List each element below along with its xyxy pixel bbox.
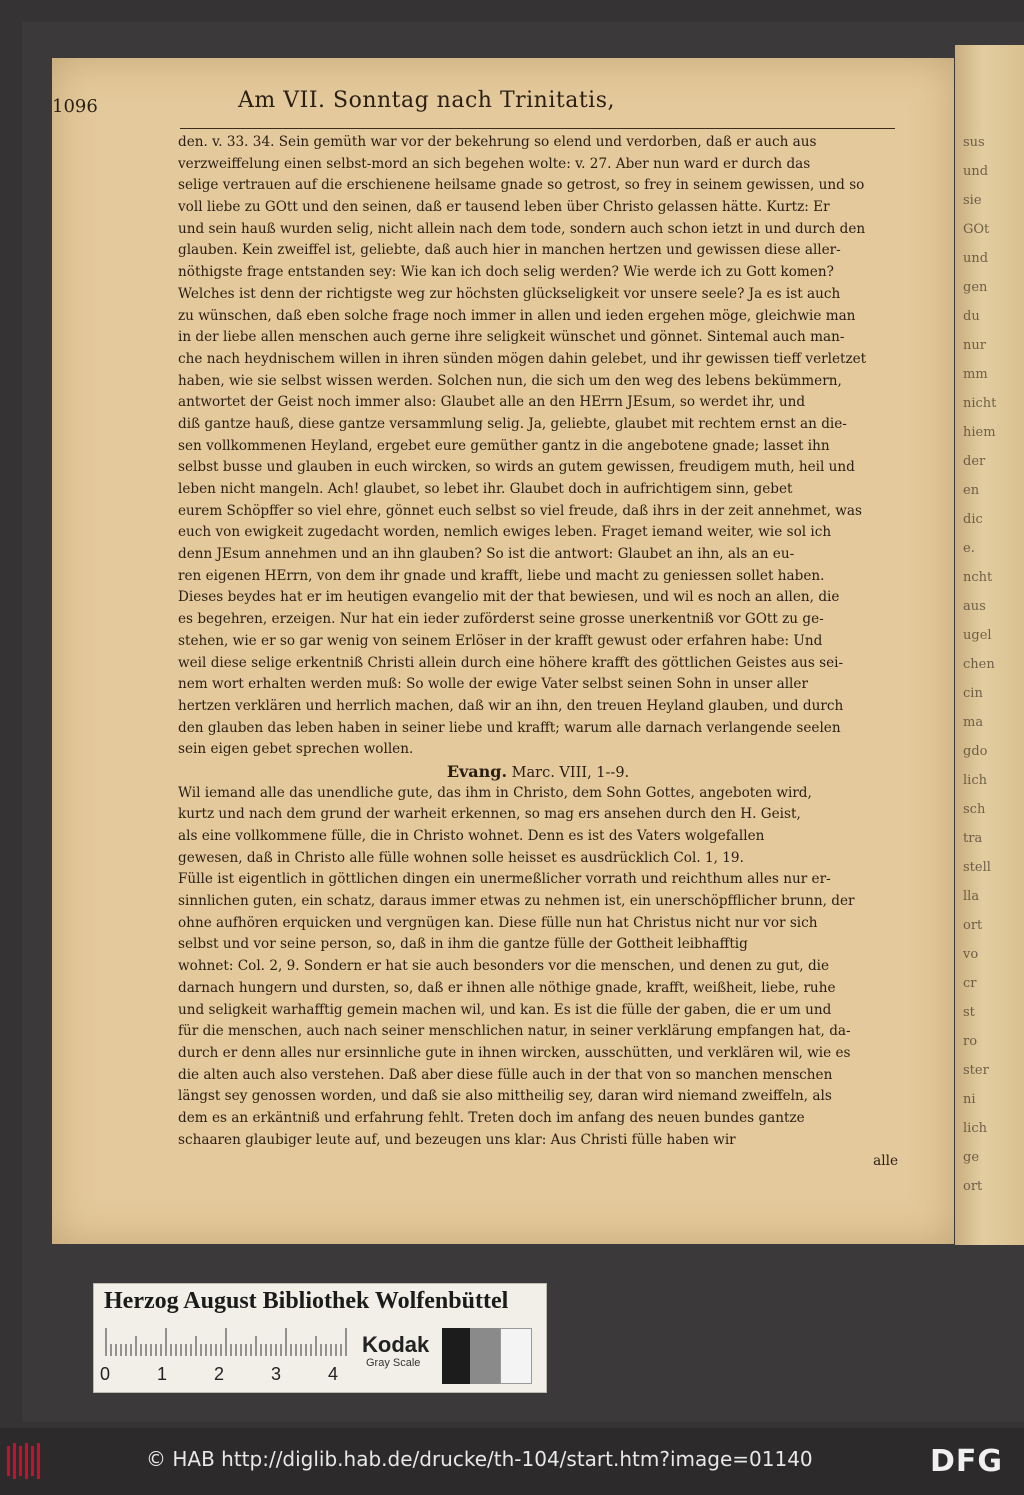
kodak-brand: Kodak (362, 1332, 430, 1357)
text-line: selbst busse und glauben in euch wircken, so wirds an gutem gewissen, freudigem muth, heil und (178, 459, 855, 476)
footer-bar (0, 1428, 1024, 1495)
text-line: selbst und vor seine person, so, daß in ihm die gantze fülle der Gottheit leibhafftig (178, 936, 748, 953)
sermon-paragraph (178, 132, 898, 761)
text-line: sinnlichen guten, ein schatz, daraus immer etwas zu nehmen ist, ein unerschöpfflicher brunn, der (178, 893, 855, 910)
text-line: verzweiffelung einen selbst-mord an sich begehen wolte: v. 27. Aber nun ward er durch das (178, 155, 811, 172)
text-line: in der liebe allen menschen auch gerne ihre seligkeit wünschet und gönnet. Sintemal auch man- (178, 329, 845, 346)
facing-page-fragment: du (963, 309, 980, 324)
text-line: euch von ewigkeit zugedacht worden, nemlich ewiges leben. Fraget iemand weiter, wie sol ich (178, 524, 832, 541)
text-line: gewesen, daß in Christo alle fülle wohnen solle heisset es ausdrücklich Col. 1, 19. (178, 849, 744, 866)
text-line: Welches ist denn der richtigste weg zur höchsten glückseligkeit vor unsere seele? Ja es ist auch (178, 285, 841, 302)
text-line: kurtz und nach dem grund der warheit erkennen, so mag ers ansehen durch den H. Geist, (178, 806, 801, 823)
hab-barcode-logo-icon (4, 1438, 46, 1484)
text-line: und sein hauß wurden selig, nicht allein nach dem tode, sondern auch schon ietzt in und durch den (178, 220, 866, 237)
facing-page-fragment: ster (963, 1063, 989, 1078)
text-line: weil diese selige erkentniß Christi allein durch eine höhere krafft des göttlichen Geistes aus sei- (178, 654, 844, 671)
ruler-numbers (94, 1364, 354, 1388)
facing-page-fragment: GOt (963, 222, 990, 237)
text-line: alle (873, 1153, 898, 1170)
facing-page-fragment: en (963, 483, 980, 498)
text-line: durch er denn alles nur ersinnliche gute in ihnen wircken, ausschütten, und verklären wil, wie es (178, 1044, 851, 1061)
text-line: leben nicht mangeln. Ach! glaubet, so lebet ihr. Glaubet doch in aufrichtigem sinn, gebet (178, 481, 793, 497)
facing-page-fragment: nur (963, 338, 986, 353)
text-line: Dieses beydes hat er im heutigen evangelio mit der that bewiesen, und wil es noch an allen, die (178, 589, 840, 606)
text-line: Wil iemand alle das unendliche gute, das ihm in Christo, dem Sohn Gottes, angeboten wird, (178, 784, 812, 801)
text-line: denn JEsum annehmen und an ihn glauben? So ist die antwort: Glaubet an ihn, als an eu- (178, 546, 795, 563)
facing-page-fragment: vo (963, 947, 979, 962)
facing-page-fragment: dic (963, 512, 983, 527)
text-line: hertzen verklären und herrlich machen, daß wir an ihn, den treuen Heyland glauben, und durch (178, 697, 844, 714)
facing-page-fragment: lla (963, 889, 980, 904)
facing-page-fragment: stell (963, 860, 991, 875)
facing-page-fragment: gen (963, 280, 988, 295)
facing-page-fragment: ro (963, 1034, 978, 1049)
text-line: zu wünschen, daß eben solche frage noch immer in allen und ieden ergehen möge, gleichwie man (178, 307, 856, 324)
facing-page-fragment: cr (963, 976, 977, 991)
gospel-heading-word: Evang. (446, 761, 508, 781)
facing-page-fragment: nicht (963, 396, 997, 411)
gray-patch-mid (470, 1328, 500, 1384)
text-line: ren eigenen HErrn, von dem ihr gnade und krafft, liebe und macht zu geniessen sollet haben. (178, 567, 825, 584)
text-line: längst sey genossen worden, und daß sie also mittheilig sey, daran wird niemand zweiffeln, als (178, 1088, 832, 1105)
text-line: darnach hungern und dursten, so, daß er ihnen alle nöthige gnade, krafft, weißheit, liebe, ruhe (178, 979, 836, 996)
text-line: sein eigen gebet sprechen wollen. (178, 741, 414, 758)
gray-patch-black (442, 1328, 470, 1384)
text-line: die alten auch also verstehen. Daß aber diese fülle auch in der that von so manchen menschen (178, 1066, 833, 1083)
facing-page-fragment: lich (963, 1121, 987, 1136)
text-line: den glauben das leben haben in seiner liebe und krafft; warum alle darnach verlangende seelen (178, 719, 841, 736)
page-body (178, 132, 898, 1173)
text-line: voll liebe zu GOtt und den seinen, daß er tausend leben über Christo gelassen hätte. Kurtz: Er (178, 199, 830, 216)
text-line: selige vertrauen auf die erschienene heilsame gnade so getrost, so frey in seinem gewissen, und so (178, 177, 865, 194)
text-line: dem es an erkäntniß und erfahrung fehlt. Treten doch im anfang des neuen bundes gantze (178, 1109, 805, 1126)
text-line: diß gantze hauß, diese gantze versammlung selig. Ja, geliebte, glaubet mit rechtem ernst an die- (178, 415, 847, 432)
facing-page-fragment: und (963, 164, 989, 179)
library-color-chart (93, 1283, 547, 1393)
text-line: eurem Schöpffer so viel ehre, gönnet euch selbst so viel freude, daß ihrs in der zeit annehmet, was (178, 502, 862, 519)
facing-page-fragment: ni (963, 1092, 976, 1107)
text-line: sen vollkommenen Heyland, ergebet eure gemüther gantz in die angebotene gnade; lasset ihn (178, 437, 830, 454)
text-line: haben, wie sie selbst wissen werden. Solchen nun, die sich um den weg des lebens bekümmern, (178, 372, 842, 389)
text-line: und seligkeit warhafftig gemein machen wil, und kan. Es ist die fülle der gaben, die er um und (178, 1001, 832, 1018)
facing-page-fragment: e. (963, 541, 975, 556)
facing-page-fragment: ge (963, 1150, 980, 1165)
gospel-heading (178, 761, 898, 783)
text-line: den. v. 33. 34. Sein gemüth war vor der bekehrung so elend und verdorben, daß er auch aus (178, 134, 817, 150)
text-line: als eine vollkommene fülle, die in Christo wohnet. Denn es ist des Vaters wolgefallen (178, 828, 765, 844)
facing-page-fragment: ma (963, 715, 984, 730)
facing-page-fragment: tra (963, 831, 983, 846)
text-line: glauben. Kein zweiffel ist, geliebte, daß auch hier in manchen hertzen und gewissen diese aller- (178, 242, 841, 259)
facing-page-fragment: hiem (963, 425, 996, 440)
text-line: ohne aufhören erquicken und vergnügen kan. Diese fülle nun hat Christus nicht nur vor sich (178, 914, 818, 931)
running-title: Am VII. Sonntag nach Trinitatis, (238, 88, 616, 113)
facing-page-fragment: cin (963, 686, 983, 701)
ruler-number: 0 (100, 1364, 111, 1384)
facing-page-fragment: sus (963, 135, 985, 150)
ruler-number: 1 (157, 1364, 168, 1384)
facing-page-fragment: sie (963, 193, 982, 208)
text-line: stehen, wie er so gar wenig von seinem Erlöser in der krafft gewust oder erfahren habe: Und (178, 632, 823, 649)
gray-scale-patches (442, 1328, 532, 1384)
library-name: Herzog August Bibliothek Wolfenbüttel (104, 1288, 509, 1314)
gospel-heading-ref: Marc. VIII, 1--9. (511, 764, 630, 781)
facing-page-fragment: und (963, 251, 989, 266)
page-number: 1096 (52, 96, 98, 117)
facing-page-fragment: mm (963, 367, 988, 382)
facing-page-fragment: chen (963, 657, 995, 672)
facing-page-fragment: st (963, 1005, 975, 1020)
text-line: antwortet der Geist noch immer also: Glaubet alle an den HErrn JEsum, so werdet ihr, und (178, 394, 806, 411)
dfg-logo: DFG (930, 1444, 1004, 1479)
facing-page-fragment: aus (963, 599, 986, 614)
copyright-url[interactable]: © HAB http://diglib.hab.de/drucke/th-104/start.htm?image=01140 (146, 1447, 813, 1471)
text-line: schaaren glaubiger leute auf, und bezeugen uns klar: Aus Christi fülle haben wir (178, 1131, 736, 1148)
facing-page-fragment: ort (963, 1179, 983, 1194)
facing-page-fragment: ort (963, 918, 983, 933)
facing-page-edge (955, 45, 1024, 1245)
text-line: für die menschen, auch nach seiner menschlichen natur, in seiner verklärung empfangen hat, da- (178, 1023, 851, 1040)
header-rule (180, 128, 895, 129)
text-line: nöthigste frage entstanden sey: Wie kan ich doch selig werden? Wie werde ich zu Gott komen? (178, 264, 834, 281)
text-line: nem wort erhalten werden muß: So wolle der ewige Vater selbst seinen Sohn in unser aller (178, 676, 808, 693)
gray-patch-white (500, 1328, 532, 1384)
facing-page-fragment: ncht (963, 570, 993, 585)
facing-page-fragment: ugel (963, 628, 992, 643)
facing-page-fragment: sch (963, 802, 986, 817)
ruler-number: 4 (328, 1364, 339, 1384)
ruler-scale (102, 1326, 352, 1356)
text-line: che nach heydnischem willen in ihren sünden mögen dahin gelebet, und ihr gewissen tieff verletzet (178, 350, 867, 367)
text-line: Fülle ist eigentlich in göttlichen dingen ein unermeßlicher vorrath und reichthum alles nur er- (178, 871, 831, 888)
gray-scale-label: Gray Scale (366, 1357, 421, 1369)
text-line: wohnet: Col. 2, 9. Sondern er hat sie auch besonders vor die menschen, und denen zu gut, die (178, 958, 830, 975)
ruler-number: 3 (271, 1364, 282, 1384)
gospel-paragraph (178, 783, 898, 1173)
text-line: es begehren, erzeigen. Nur hat ein ieder zuförderst seine grosse unerkentniß vor GOtt zu ge- (178, 611, 824, 628)
ruler-number: 2 (214, 1364, 225, 1384)
facing-page-fragment: lich (963, 773, 987, 788)
facing-page-fragment: gdo (963, 744, 988, 759)
facing-page-fragment: der (963, 454, 986, 469)
